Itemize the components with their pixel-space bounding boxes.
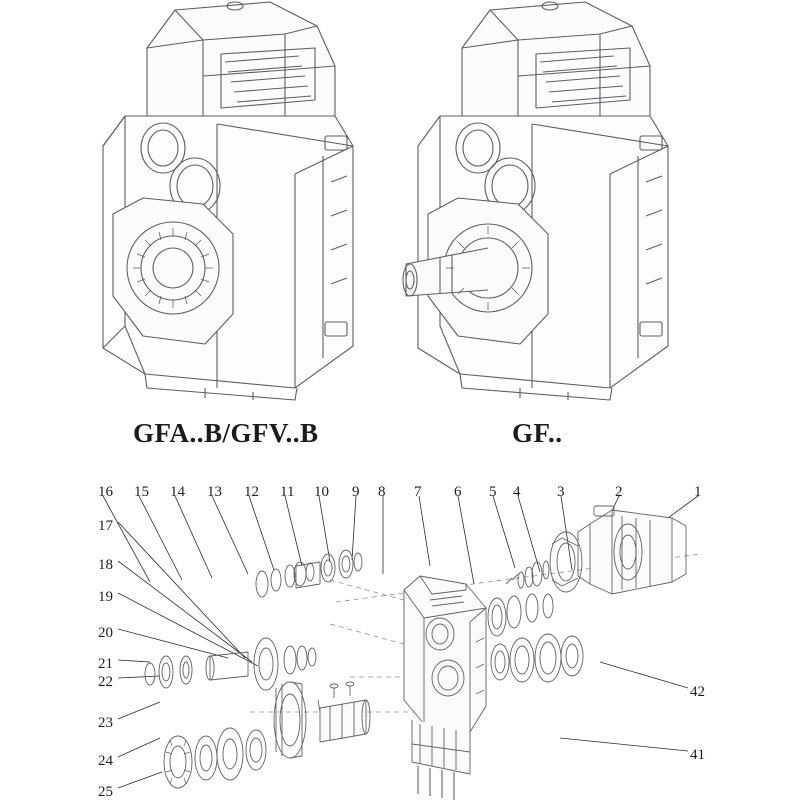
callout-15: 15: [134, 484, 149, 500]
callout-12: 12: [244, 484, 259, 500]
callout-16: 16: [98, 484, 113, 500]
callout-3: 3: [557, 484, 565, 500]
callout-14: 14: [170, 484, 185, 500]
callout-5: 5: [489, 484, 497, 500]
exploded-assembly-illustration: [0, 462, 800, 800]
exploded-view-area: [0, 462, 800, 800]
callout-17: 17: [98, 518, 113, 534]
callout-41: 41: [690, 747, 705, 763]
callout-25: 25: [98, 784, 113, 800]
callout-8: 8: [378, 484, 386, 500]
callout-10: 10: [314, 484, 329, 500]
callout-24: 24: [98, 753, 113, 769]
callout-21: 21: [98, 656, 113, 672]
gearbox-left-illustration: [85, 0, 395, 406]
callout-6: 6: [454, 484, 462, 500]
caption-right-model: GF..: [512, 418, 563, 448]
callout-9: 9: [352, 484, 360, 500]
callout-2: 2: [615, 484, 623, 500]
callout-4: 4: [513, 484, 521, 500]
callout-22: 22: [98, 674, 113, 690]
callout-42: 42: [690, 684, 705, 700]
callout-1: 1: [694, 484, 702, 500]
caption-left-model: GFA..B/GFV..B: [133, 418, 319, 448]
callout-13: 13: [207, 484, 222, 500]
callout-7: 7: [414, 484, 422, 500]
callout-20: 20: [98, 625, 113, 641]
callout-23: 23: [98, 715, 113, 731]
gearbox-right-illustration: [400, 0, 710, 406]
callout-18: 18: [98, 557, 113, 573]
callout-11: 11: [280, 484, 295, 500]
callout-19: 19: [98, 589, 113, 605]
